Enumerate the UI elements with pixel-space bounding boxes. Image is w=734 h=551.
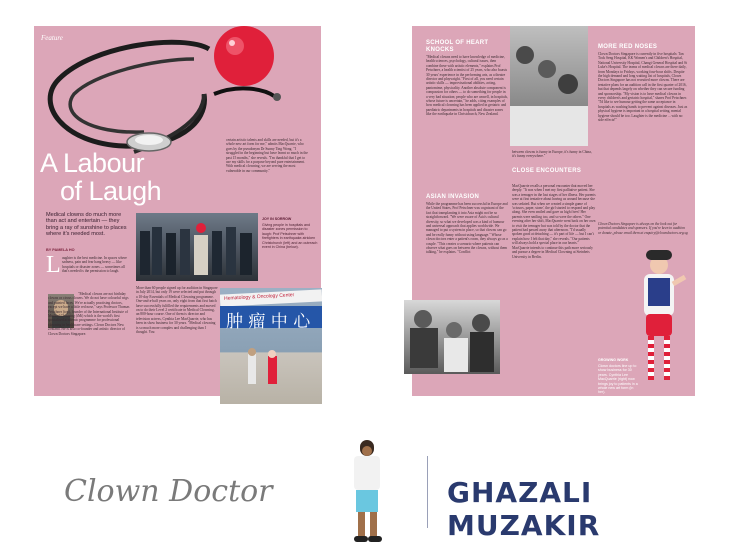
- middle-text: between clowns is funny in Europe, it's funny in China, it's funny everywhere.": [512, 150, 592, 159]
- headline-line-2: of Laugh: [60, 176, 162, 206]
- section-heading-3: CLOSE ENCOUNTERS: [512, 168, 582, 174]
- section-heading-2: ASIAN INVASION: [426, 194, 480, 200]
- side-caption-title: GROWING WORK: [598, 358, 629, 362]
- section-heading-1: SCHOOL OF HEART KNOCKS: [426, 40, 489, 53]
- photo-caption-title: JOY IN SORROW: [262, 217, 292, 221]
- section-1-text: "Medical clowns need to have knowledge of medicine, health sciences, psychology, cultural issues, then combine these with artistic elements," explains Prof Petschner, a health scientist of 25 years, who also boasts 30 years' experience in the performing arts, as a theatre director and playwright. "First of all, you need certain artistic skills — improvisational abilities, acting, pantomime, physicality. Another absolute component is compassion for others — to do something for people in a very bad situation; people who are unwell, in hospitals, whose future is uncertain," he adds, citing examples of how medical clowning has been applied in geriatric and paediatric departments in hospitals and disaster zones like the earthquake in Christchurch, New Zealand.: [426, 55, 508, 117]
- firefighters-photo: [136, 213, 258, 281]
- section-heading-4: MORE RED NOSES: [598, 44, 658, 50]
- caption-clown-doctor: Clown Doctor: [64, 474, 273, 509]
- byline: BY PAMELA HO: [46, 248, 75, 252]
- sign-subtitle: Hematology & Oncology Center: [223, 292, 295, 302]
- person-figure: [346, 440, 390, 544]
- section-2-text: While the programme has been successful in Europe and the United States, Prof Petschner was cognisant of the fact that transplanting it into Asia might not be so straightforward. "We were aware of Asia's cultural diversity, so what we developed was a kind of humour and universal approach that applies worldwide. We managed to put a system in place, so that clowns can go and be really funny without using language." Whose clown doctors enter a patient's room, they always go as a couple. "This creates a scenario where patients can observe what goes on between the clowns, without them talking," he explains. "Conflict: [426, 202, 508, 255]
- clown-nose-icon: [209, 26, 279, 88]
- section-tag: Feature: [41, 34, 63, 42]
- sign-chinese-text: 肿 瘤 中 心: [226, 312, 311, 332]
- clowns-group-photo: [510, 26, 588, 146]
- column-2-text: More than 60 people signed up for audition in Singapore in July 2014, but only 19 were selected and put through a 10-day Essentials of Medical Clowning programme. One-and-a-half years on, only eight from that first batch have successfully fulfilled the requirements and moved on to do their Level 2 certificate in Medical Clowning, an 800-hour course. One of them is director and television actress, Cynthia Lee MacQuarrie, who has been in show business for 30 years. "Medical clowning is so much more complex and challenging than I thought. You: [136, 286, 218, 335]
- caption-author-name: GHAZALI MUZAKIR: [447, 476, 601, 542]
- section-3-text: MacQuarrie recalls a personal encounter that moved her deeply. "It was when I met my first palliative patient. She was a teenager in the last stages of her illness. Her parents were at first tentative about having us around because she was sedated. But when we created a simple game of 'scissors, paper, stone', the girl started to respond and play along. She even smiled and gave us high fives! Her parents were smiling too, and so were the others." One evening after her shift, MacQuarrie went back on her own to visit the teenager but was told by the doctor that the patient had passed away that afternoon. "I'd usually spoken good at detaching — it's part of life — but I can't explain how I felt that day," she reveals. "Our patients will always hold a special place in our hearts." MacQuarrie intends to continue this path more seriously and pursue a degree in Medical Clowning at Steinbeis University in Berlin.: [512, 184, 596, 259]
- intro-text: aughter is the best medicine. In spaces where sadness, pain and fear hang heavy — like hospitals or disaster zones — sometimes all that's needed is the permission to laugh.: [62, 256, 127, 274]
- column-1-text: "Medical clowns are not birthday clowns or circus clowns. We do not have colourful wigs and painted faces. We're actually practising doctors, except we have a little red nose," says Professor Thomas Petschner (top), founder of the International Institute of Medical Clowning (iMi) which is the world's first specialised academic programme for professional clowning in healthcare settings. Clown Doctors New Zealand. He is also co-founder and artistic director of Clown Doctors Singapore.: [48, 292, 130, 336]
- photo-caption: Giving people in hospitals and disaster zones permission to laugh: Prof Petschner with firefighters in earthquake-stricken Christchurch (left) and an outreach event in China (below).: [262, 223, 318, 250]
- section-4-text: Clown Doctors Singapore is currently in five hospitals: Tan Tock Seng Hospital, KK Women's and Children's Hospital, National University Hospital, Changi General Hospital and St Luke's Hospital. The teams of medical clowns are there daily, from Mondays to Fridays, working four-hour shifts. Despite the high demand and long waiting list of hospitals, Clown Doctors Singapore has not recruited more clowns. There are tentative plans for an audition call in the first quarter of 2016, but that depends largely on whether they can secure funding and sponsorship. "My vision is to have medical clowns in every children's and geriatric hospital," shares Prof Petschner. "I'd like to see humour getting the same acceptance in hospitals as washing hands to prevent against diseases. Just as physical hygiene is important in a hospital setting, mental hygiene should be too. Laughter is the medicine ... with no side effects!": [598, 52, 688, 123]
- standfirst: Medical clowns do much more than act and entertain — they bring a ray of sunshine to places where it's needed most.: [46, 212, 127, 238]
- hospital-photo: [220, 288, 322, 404]
- patient-visit-photo: [404, 300, 500, 374]
- headline-line-1: A Labour: [40, 148, 145, 178]
- side-caption: Clown doctors line up to show business for 30 years. Cynthia Lee MacQuarrie (right) now brings joy to patients in a whole new art form (in her).: [598, 364, 638, 395]
- column-3-text: certain artistic talents and skills are needed, but it's a whole new art form for me," admits MacQuarrie, who goes by the pseudonym Dr Sunny Ting Wong. "I struggled in the beginning but have learnt so much in the past 15 months," she reveals. "I'm thankful that I get to use my skills for a purpose beyond pure entertainment. With medical clowning, we are serving the most vulnerable in our community.": [226, 138, 308, 173]
- caption-divider: [427, 456, 428, 528]
- audition-note: Clown Doctors Singapore is always on the look out for potential candidates and sponsors. If you're keen to audition or donate, please email them at enquiry@clowndoctors.org.sg: [598, 222, 688, 235]
- drop-cap: L: [46, 252, 61, 278]
